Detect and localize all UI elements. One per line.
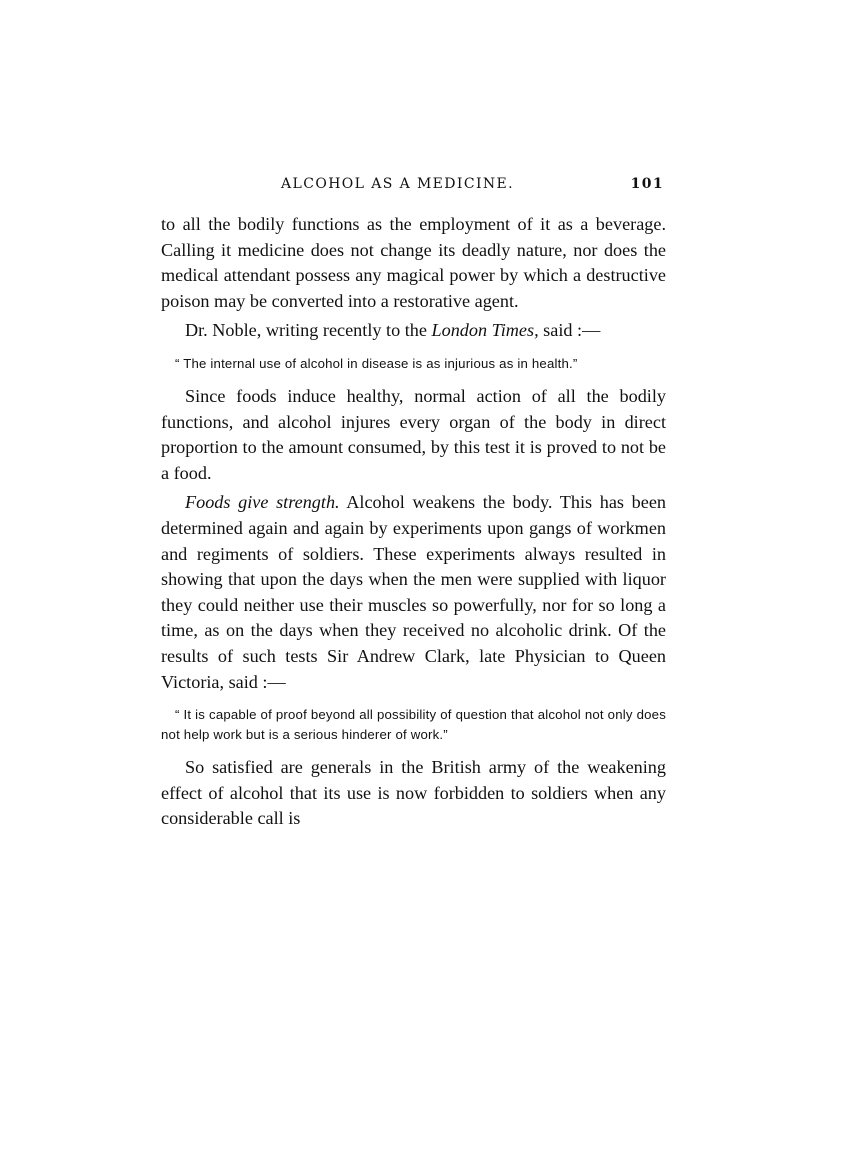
paragraph-strength [161, 490, 666, 695]
paragraph-dr-noble [161, 318, 666, 344]
page-number: 101 [630, 176, 664, 192]
body-text [161, 212, 666, 832]
paragraph-text: said :— [538, 320, 601, 341]
book-page [161, 174, 666, 832]
newspaper-title: London Times, [431, 320, 539, 341]
italic-lead: Foods give strength. [185, 492, 340, 513]
paragraph-text: Dr. Noble, writing recently to the [185, 320, 432, 341]
paragraph-text: Alcohol weakens the body. This has been determined again and again by experiments upon gangs of workmen and regiments of soldiers. These experiments always resulted in showing that upon the days when the men were supplied with liquor they could neither use their muscles so powerfully, nor for so long a time, as on the days when they received no alcoholic drink. Of the results of such tests Sir Andrew Clark, late Physician to Queen Victoria, said :— [161, 492, 667, 692]
paragraph-british-army: So satisfied are generals in the British army of the weakening effect of alcohol that its use is now forbidden to soldiers when any considerable call is [161, 757, 666, 829]
block-quote-noble: “ The internal use of alcohol in disease is as injurious as in health.” [175, 355, 578, 371]
paragraph-continued: to all the bodily functions as the employment of it as a beverage. Calling it medicine does not change its deadly nature, nor does the medical attendant possess any magical power by which a destructive poison may be converted into a restorative agent. [161, 214, 666, 311]
block-quote-clark: “ It is capable of proof beyond all possibility of question that alcohol not only does not help work but is a serious hinderer of work.” [161, 707, 666, 743]
running-head: ALCOHOL AS A MEDICINE. [281, 176, 515, 192]
paragraph-foods-test: Since foods induce healthy, normal action of all the bodily functions, and alcohol injures every organ of the body in direct proportion to the amount consumed, by this test it is proved to not be a food. [161, 385, 666, 483]
page-header [161, 174, 666, 196]
